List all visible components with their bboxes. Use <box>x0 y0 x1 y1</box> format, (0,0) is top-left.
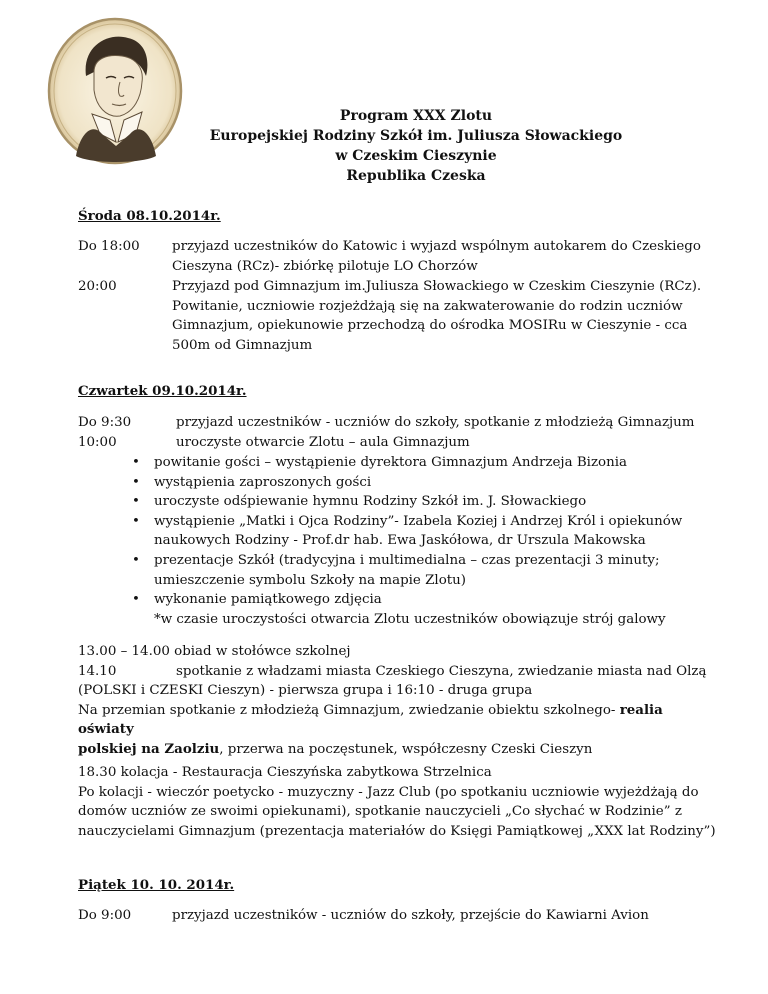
list-item-text: wystąpienia zaproszonych gości <box>154 474 372 490</box>
description-line: przyjazd uczestników do Katowic i wyjazd wspólnym autokarem do Czeskiego <box>172 239 701 254</box>
list-item <box>132 590 712 610</box>
bold-text-span: polskiej na Zaolziu <box>78 740 220 757</box>
schedule-description: przyjazd uczestników - uczniów do szkoły, przejście do Kawiarni Avion <box>172 908 649 923</box>
list-item <box>132 492 712 512</box>
description-line: Przyjazd pod Gimnazjum im.Juliusza Słowackiego w Czeskim Cieszynie (RCz). <box>172 279 702 294</box>
title-line: w Czeskim Cieszynie <box>335 148 497 164</box>
bold-text-span: realia oświaty <box>78 701 663 738</box>
title-line: Republika Czeska <box>346 168 486 184</box>
paragraph-line: nauczycielami Gimnazjum (prezentacja materiałów do Księgi Pamiątkowej „XXX lat Rodziny”) <box>78 823 716 839</box>
paragraph-line: 13.00 – 14.00 obiad w stołówce szkolnej <box>78 644 351 659</box>
list-item-text: uroczyste odśpiewanie hymnu Rodziny Szkół im. J. Słowackiego <box>154 494 587 510</box>
schedule-time: 10:00 <box>78 435 117 450</box>
paragraph-line: domów uczniów ze swoimi opiekunami), spotkanie nauczycieli „Co słychać w Rodzinie” z <box>78 804 682 820</box>
evening-schedule <box>78 763 718 841</box>
paragraph-line <box>78 662 718 682</box>
list-item-text: naukowych Rodziny - Prof.dr hab. Ewa Jaskółowa, dr Urszula Makowska <box>154 533 646 549</box>
bullet-icon: • <box>132 513 140 529</box>
description-line: Gimnazjum, opiekunowie przechodzą do ośrodka MOSIRu w Cieszynie - cca <box>172 318 688 334</box>
paragraph-line: (POLSKI i CZESKI Cieszyn) - pierwsza grupa i 16:10 - druga grupa <box>78 683 533 699</box>
schedule-description: przyjazd uczestników - uczniów do szkoły, spotkanie z młodzieżą Gimnazjum <box>176 415 695 430</box>
bullet-icon: • <box>132 474 140 490</box>
schedule-description: spotkanie z władzami miasta Czeskiego Cieszyna, zwiedzanie miasta nad Olzą <box>176 663 707 679</box>
list-item-text: powitanie gości – wystąpienie dyrektora Gimnazjum Andrzeja Bizonia <box>154 455 627 470</box>
title-line: Europejskiej Rodziny Szkół im. Juliusza Słowackiego <box>209 128 623 144</box>
day-heading-thursday: Czwartek 09.10.2014r. <box>78 383 247 399</box>
day-heading-wednesday: Środa 08.10.2014r. <box>78 208 221 224</box>
paragraph-line <box>78 701 718 740</box>
schedule-description <box>172 277 712 355</box>
day-heading-friday: Piątek 10. 10. 2014r. <box>78 877 235 893</box>
schedule-description <box>172 237 712 276</box>
schedule-time: Do 9:00 <box>78 908 132 923</box>
list-item <box>132 551 712 590</box>
list-item <box>132 473 712 493</box>
list-item <box>132 512 712 551</box>
bullet-icon: • <box>132 552 140 568</box>
title-line: Program XXX Zlotu <box>339 108 493 124</box>
opening-agenda-list <box>132 453 712 629</box>
bullet-icon: • <box>132 592 140 608</box>
description-line: Cieszyna (RCz)- zbiórkę pilotuje LO Chorzów <box>172 258 478 274</box>
list-item-text: wykonanie pamiątkowego zdjęcia <box>154 592 382 608</box>
afternoon-schedule <box>78 642 718 760</box>
list-item-text: prezentacje Szkół (tradycyjna i multimedialna – czas prezentacji 3 minuty; <box>154 552 660 568</box>
bullet-icon: • <box>132 455 140 470</box>
dress-code-note: *w czasie uroczystości otwarcia Zlotu uczestników obowiązuje strój galowy <box>154 611 666 627</box>
list-item <box>132 453 712 473</box>
paragraph-line: Po kolacji - wieczór poetycko - muzyczny - Jazz Club (po spotkaniu uczniowie wyjeżdżają do <box>78 784 699 800</box>
list-item-text: wystąpienie „Matki i Ojca Rodziny”- Izabela Koziej i Andrzej Król i opiekunów <box>154 513 683 529</box>
description-line: 500m od Gimnazjum <box>172 337 313 353</box>
paragraph-line: 18.30 kolacja - Restauracja Cieszyńska zabytkowa Strzelnica <box>78 765 492 780</box>
description-line: Powitanie, uczniowie rozjeżdżają się na zakwaterowanie do rodzin uczniów <box>172 298 683 314</box>
schedule-time: 20:00 <box>78 279 117 294</box>
schedule-time: 14.10 <box>78 663 117 679</box>
text-span: Na przemian spotkanie z młodzieżą Gimnazjum, zwiedzanie obiektu szkolnego- <box>78 702 620 718</box>
schedule-time: Do 18:00 <box>78 239 140 254</box>
schedule-description: uroczyste otwarcie Zlotu – aula Gimnazjum <box>176 435 470 450</box>
text-span: , przerwa na poczęstunek, współczesny Czeski Cieszyn <box>219 741 593 757</box>
paragraph-line <box>78 740 718 760</box>
list-item-text: umieszczenie symbolu Szkoły na mapie Zlotu) <box>154 572 466 588</box>
bullet-icon: • <box>132 494 140 510</box>
document-title <box>150 106 682 186</box>
schedule-time: Do 9:30 <box>78 415 132 430</box>
